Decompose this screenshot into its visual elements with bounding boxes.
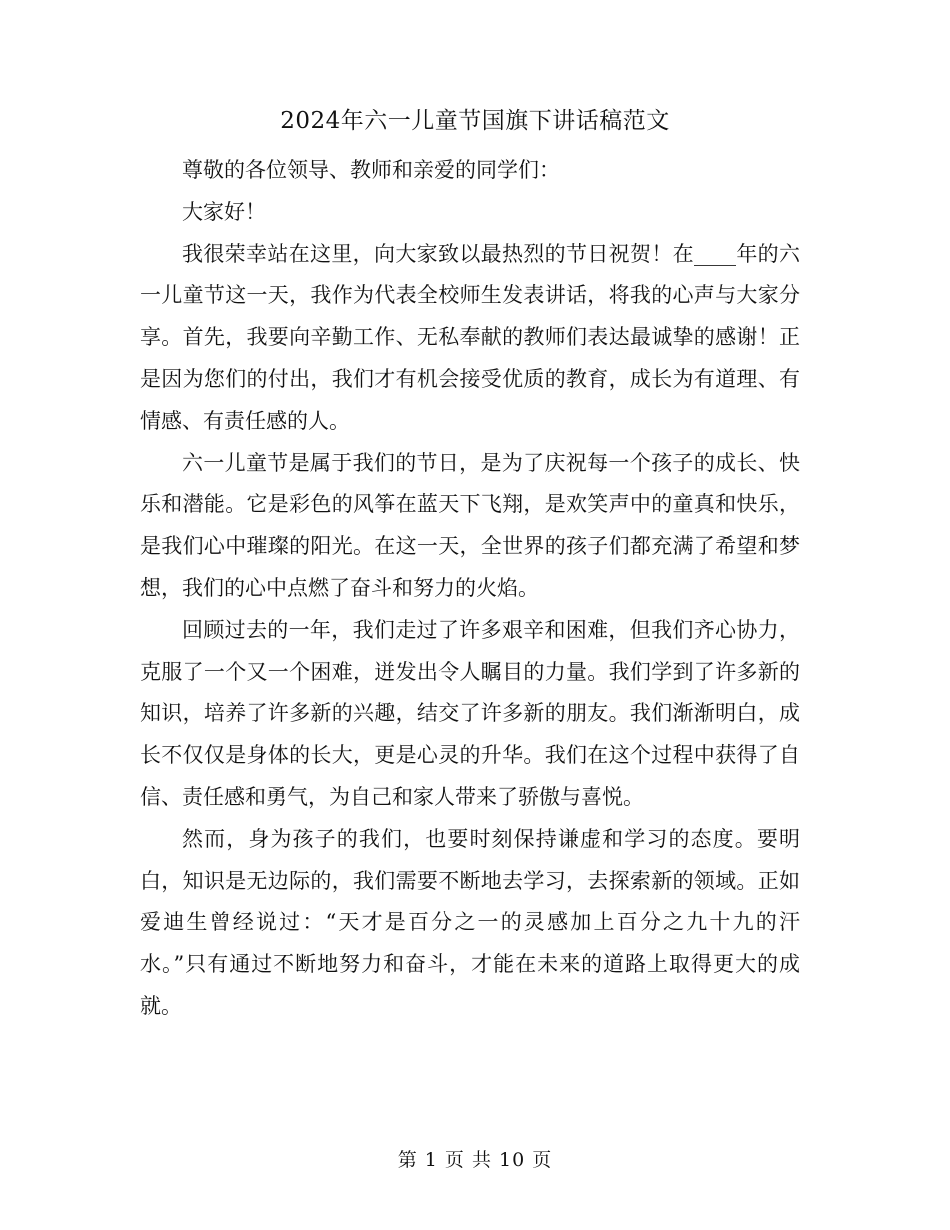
body-paragraph: 回顾过去的一年，我们走过了许多艰辛和困难，但我们齐心协力，克服了一个又一个困难，迸发出令人瞩目的力量。我们学到了许多新的知识，培养了许多新的兴趣，结交了许多新的朋友。我们渐渐明白，成长不仅仅是身体的长大，更是心灵的升华。我们在这个过程中获得了自信、责任感和勇气，为自己和家人带来了骄傲与喜悦。 bbox=[140, 617, 800, 809]
body-paragraph: 然而，身为孩子的我们，也要时刻保持谦虚和学习的态度。要明白，知识是无边际的，我们需要不断地去学习，去探索新的领域。正如爱迪生曾经说过：“天才是百分之一的灵感加上百分之九十九的汗水。”只有通过不断地努力和奋斗，才能在未来的道路上取得更大的成就。 bbox=[140, 826, 800, 1018]
greeting-paragraph: 大家好！ bbox=[182, 199, 266, 224]
salutation-paragraph: 尊敬的各位领导、教师和亲爱的同学们： bbox=[182, 158, 560, 182]
body-paragraph: 六一儿童节是属于我们的节日，是为了庆祝每一个孩子的成长、快乐和潜能。它是彩色的风筝在蓝天下飞翔，是欢笑声中的童真和快乐，是我们心中璀璨的阳光。在这一天，全世界的孩子们都充满了希望和梦想，我们的心中点燃了奋斗和努力的火焰。 bbox=[140, 450, 800, 600]
page-footer: 第 1 页 共 10 页 bbox=[397, 1149, 553, 1171]
document-body bbox=[140, 150, 800, 1028]
body-paragraph: 我很荣幸站在这里，向大家致以最热烈的节日祝贺！在____年的六一儿童节这一天，我作为代表全校师生发表讲话，将我的心声与大家分享。首先，我要向辛勤工作、无私奉献的教师们表达最诚挚的感谢！正是因为您们的付出，我们才有机会接受优质的教育，成长为有道理、有情感、有责任感的人。 bbox=[140, 241, 800, 433]
document-title: 2024年六一儿童节国旗下讲话稿范文 bbox=[280, 108, 670, 134]
